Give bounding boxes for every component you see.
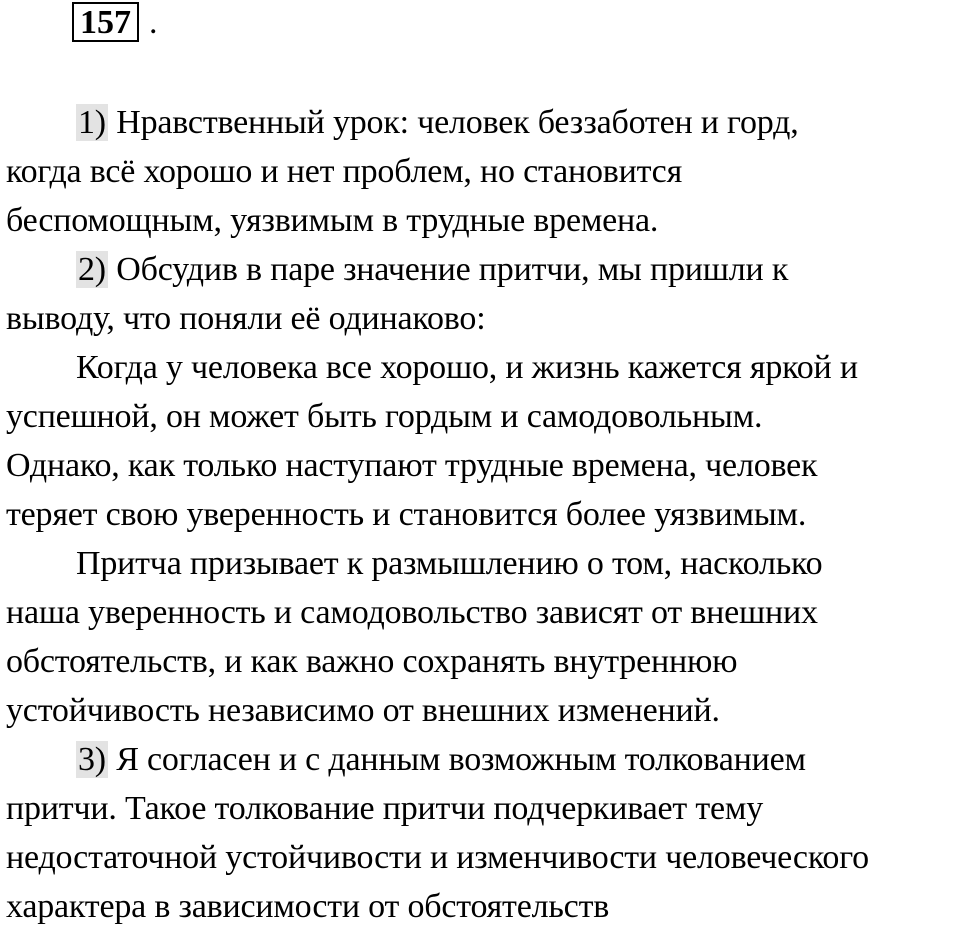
line-text: устойчивость независимо от внешних изменений. [6, 692, 720, 729]
text-line [6, 147, 958, 196]
text-line [6, 686, 958, 735]
text-line [6, 294, 958, 343]
text-line [6, 441, 958, 490]
line-text: притчи. Такое толкование притчи подчеркивает тему [6, 790, 764, 827]
item-marker: 1) [78, 104, 106, 141]
text-line [6, 784, 958, 833]
text-line [6, 490, 958, 539]
line-text: Однако, как только наступают трудные времена, человек [6, 447, 818, 484]
text-line [6, 539, 958, 588]
text-line [6, 392, 958, 441]
exercise-number-dot: . [149, 4, 158, 41]
text-line [6, 882, 958, 931]
line-text: выводу, что поняли её одинаково: [6, 300, 486, 337]
line-text: Притча призывает к размышлению о том, насколько [76, 545, 823, 582]
text-line [6, 343, 958, 392]
line-text: беспомощным, уязвимым в трудные времена. [6, 202, 659, 239]
line-text: недостаточной устойчивости и изменчивости человеческого [6, 839, 869, 876]
line-text: Обсудив в паре значение притчи, мы пришли к [107, 251, 789, 288]
line-text: теряет свою уверенность и становится более уязвимым. [6, 496, 807, 533]
line-text: Когда у человека все хорошо, и жизнь кажется яркой и [76, 349, 858, 386]
text-line [6, 196, 958, 245]
line-text: Нравственный урок: человек беззаботен и горд, [107, 104, 799, 141]
exercise-number: 157 [72, 2, 139, 42]
line-text: наша уверенность и самодовольство зависят от внешних [6, 594, 818, 631]
text-line [6, 637, 958, 686]
line-text: когда всё хорошо и нет проблем, но становится [6, 153, 683, 190]
text-line [6, 588, 958, 637]
item-marker: 2) [78, 251, 106, 288]
answer-text [6, 98, 958, 931]
line-text: обстоятельств, и как важно сохранять внутреннюю [6, 643, 738, 680]
line-text: характера в зависимости от обстоятельств [6, 888, 610, 925]
text-line [6, 735, 958, 784]
line-text: Я согласен и с данным возможным толкованием [107, 741, 806, 778]
item-marker: 3) [78, 741, 106, 778]
line-text: успешной, он может быть гордым и самодовольным. [6, 398, 763, 435]
text-line [6, 833, 958, 882]
text-line [6, 245, 958, 294]
text-line [6, 98, 958, 147]
